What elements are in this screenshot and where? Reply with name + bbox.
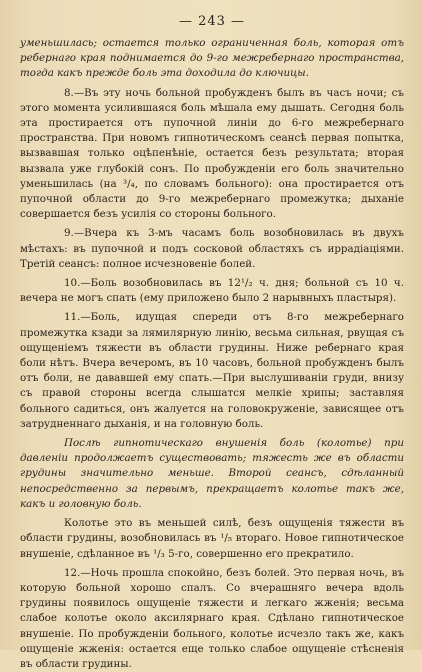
paragraph-entry-11: 11.—Боль, идущая спереди отъ 8-го межребернаго промежутка кзади за лямилярную линію, весьма сильная, рвущая съ ощущеніемъ тяжести въ области грудины. Ниже ребернаго края боли нѣтъ. Вчера вечеромъ, въ 10 часовъ, больной пробужденъ былъ отъ боли, не дававшей ему спать.—При выслушиваніи груди, внизу съ правой стороны всегда слышатся мелкіе хрипы; заставляя больного садиться, онъ жалуется на головокруженіе, зависящее отъ затрудненнаго дыханія, и на головную боль. <box>20 311 404 430</box>
body-text <box>20 36 404 672</box>
paragraph-entry-10: 10.—Боль возобновилась въ 12¹/₂ ч. дня; больной съ 10 ч. вечера не могъ спать (ему приложено было 2 нарывныхъ пластыря). <box>20 277 404 305</box>
paragraph-recurrence: Колотье это въ меньшей силѣ, безъ ощущенія тяжести въ области грудины, возобновилась въ ¹/₅ втораго. Новое гипнотическое внушеніе, сдѣланное въ ¹/₃ 5-го, совершенно его прекратило. <box>20 517 404 560</box>
paragraph-entry-8: 8.—Въ эту ночь больной пробужденъ былъ въ часъ ночи; съ этого момента усилившаяся боль мѣшала ему дышать. Сегодня боль эта простирается отъ пупочной линіи до 6-го межребернаго пространства. При новомъ гипнотическомъ сеансѣ первая попытка, вызвавшая только оцѣпенѣніе, остается безъ результата; вторая вызвала уже глубокій сонъ. По пробужденіи его боль значительно уменьшилась (на ³/₄, по словамъ больного): она простирается отъ пупочной области до 9-го межребернаго промежутка; дыханіе совершается безъ усилія со стороны больного. <box>20 86 404 221</box>
page-number: — 243 — <box>178 14 246 29</box>
paragraph-entry-12: 12.—Ночь прошла спокойно, безъ болей. Это первая ночь, въ которую больной хорошо спалъ. Со вчерашняго вечера вдоль грудины появилось ощущеніе тяжести и легкаго жженія; весьма слабое колотье около аксилярнаго края. Сдѣлано гипнотическое внушеніе. По пробужденіи больного, колотье исчезло такъ же, какъ ощущеніе жженія: остается еще только слабое ощущеніе стѣсненія въ области грудины. <box>20 566 404 670</box>
paragraph-suggestion: Послѣ гипнотическаго внушенія боль (колотье) при давленіи продолжаетъ существовать; тяжесть же въ области грудины значительно меньше. Второй сеансъ, сдѣланный непосредственно за первымъ, прекращаетъ колотье такъ же, какъ и головную боль. <box>20 437 404 510</box>
paragraph-entry-9: 9.—Вчера къ 3-мъ часамъ боль возобновилась въ двухъ мѣстахъ: въ пупочной и подъ сосковой областяхъ съ иррадіацiями. Третій сеансъ: полное исчезновеніе болей. <box>20 227 404 270</box>
paragraph-continuation: уменьшилась; остается только ограниченная боль, которая отъ ребернаго края поднимается до 9-го межребернаго пространства, тогда какъ прежде боль эта доходила до ключицы. <box>20 37 404 80</box>
